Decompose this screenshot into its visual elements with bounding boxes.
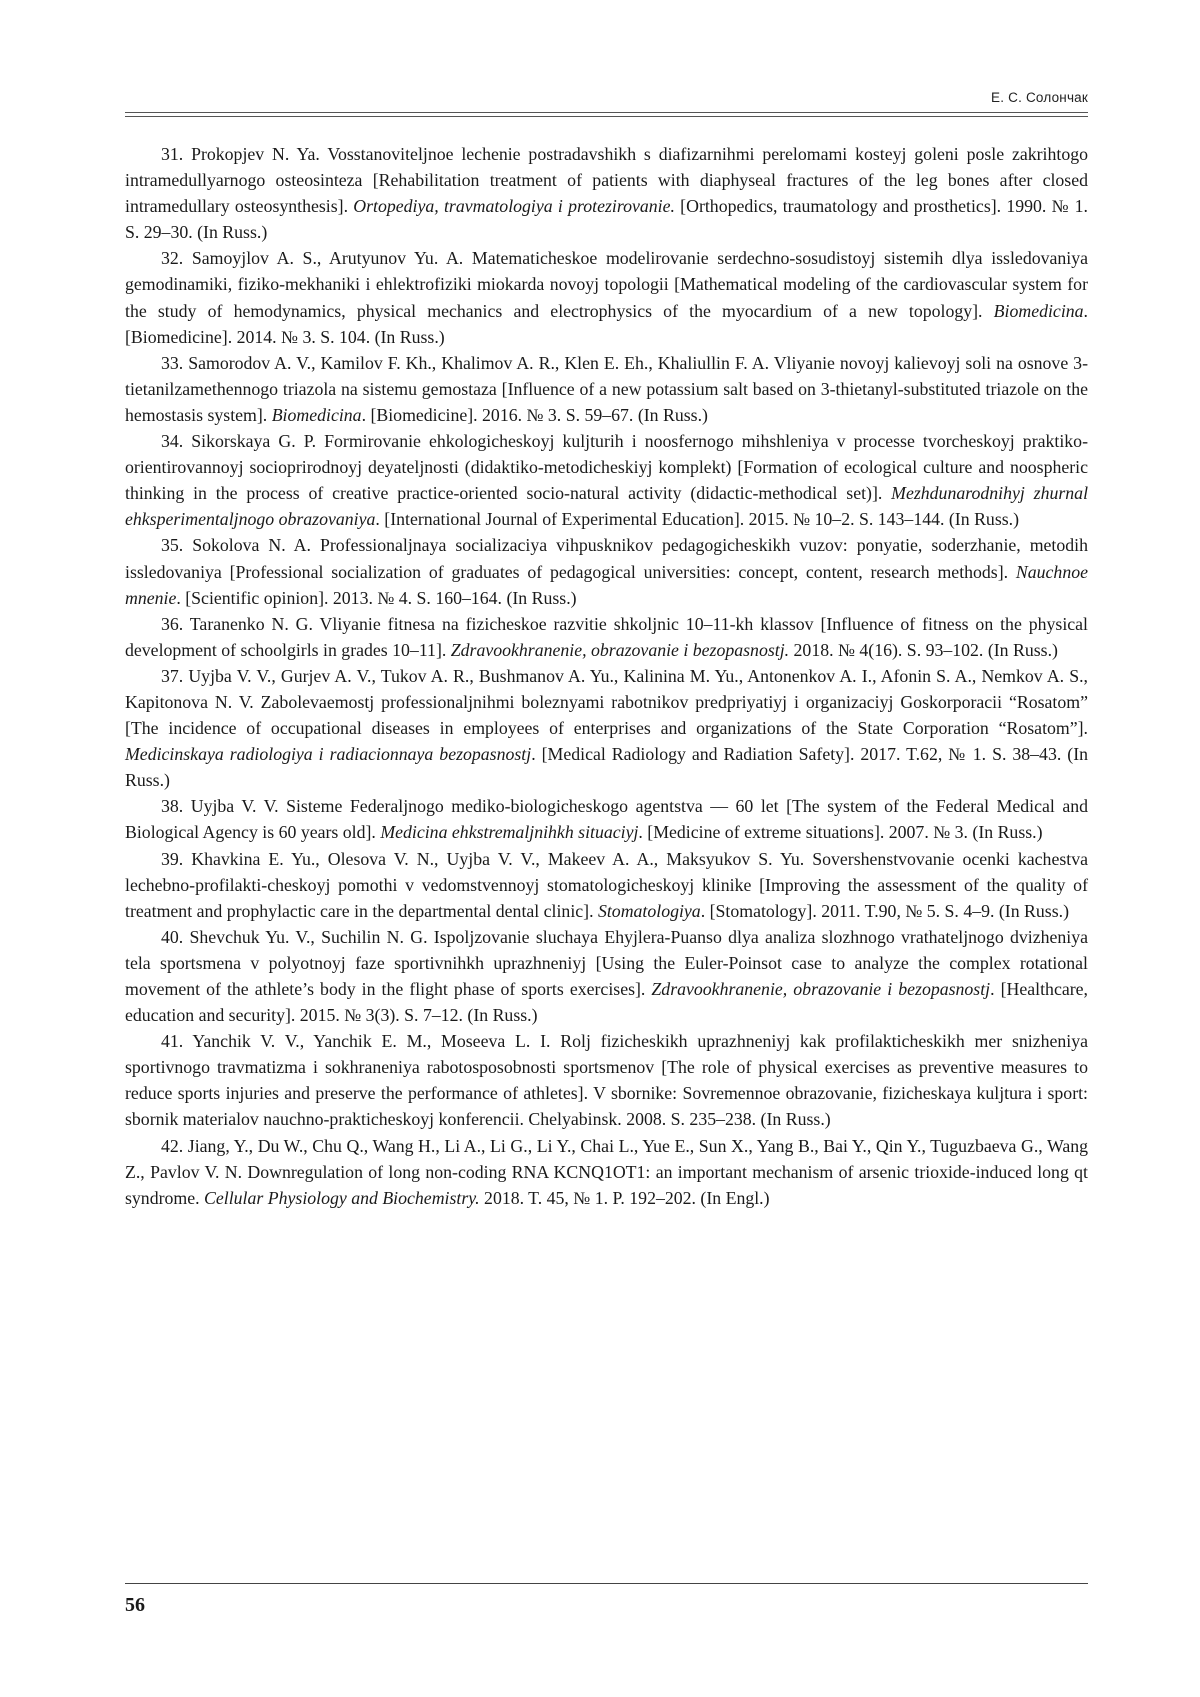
reference-37: [125, 663, 1088, 793]
reference-text: 42. Jiang, Y., Du W., Chu Q., Wang H., Li A., Li G., Li Y., Chai L., Yue E., Sun X., Yang B., Bai Y., Qin Y., Tuguzbaeva G., Wang Z., Pavlov V. N. Downregulation of long non-coding RNA KCNQ1OT1: an important mechanism of arsenic trioxide-induced long qt syndrome.: [125, 1135, 1088, 1208]
reference-33: [125, 350, 1088, 428]
journal-title: Biomedicina: [993, 300, 1084, 321]
reference-41: [125, 1028, 1088, 1132]
journal-title: Cellular Physiology and Biochemistry.: [204, 1187, 480, 1208]
reference-text: 36. Taranenko N. G. Vliyanie fitnesa na fizicheskoe razvitie shkoljnic 10–11-kh klassov [Influence of fitness on the physical development of schoolgirls in grades 10–11].: [125, 613, 1088, 660]
reference-text: 33. Samorodov A. V., Kamilov F. Kh., Khalimov A. R., Klen E. Eh., Khaliullin F. A. Vliyanie novoyj kalievoyj soli na osnove 3-tietanilzamethennogo triazola na sistemu gemostaza [Influence of a new potassium salt based on 3-thietanyl-substituted triazole on the hemostasis system].: [125, 352, 1088, 425]
reference-text: 31. Prokopjev N. Ya. Vosstanoviteljnoe lechenie postradavshikh s diafizarnihmi perelomami kosteyj goleni posle zakrihtogo intramedullyarnogo osteosinteza [Rehabilitation treatment of patients with diaphyseal fractures of the leg bones after closed intramedullary osteosynthesis].: [125, 144, 1088, 217]
journal-title: Zdravookhranenie, obrazovanie i bezopasnostj: [651, 979, 991, 999]
reference-text: 38. Uyjba V. V. Sisteme Federaljnogo mediko-biologicheskogo agentstva — 60 let [The system of the Federal Medical and Biological Agency is 60 years old].: [125, 796, 1088, 843]
reference-42: [125, 1133, 1088, 1211]
reference-31: [125, 141, 1088, 245]
journal-title: Zdravookhranenie, obrazovanie i bezopasnostj.: [450, 639, 790, 660]
footer-rule: [125, 1583, 1088, 1584]
reference-text: 41. Yanchik V. V., Yanchik E. M., Moseeva L. I. Rolj fizicheskikh uprazhneniyj kak profilakticheskikh mer snizheniya sportivnogo travmatizma i sokhraneniya rabotosposobnosti sportsmenov [The role of physical exercises as preventive measures to reduce sports injuries and preserve the performance of athletes]. V sbornike: Sovremennoe obrazovanie, fizicheskaya kuljtura i sport: sbornik materialov nauchno-prakticheskoyj konferencii. Chelyabinsk. 2008. S. 235–238. (In Russ.): [125, 1031, 1088, 1130]
reference-34: [125, 428, 1088, 532]
reference-39: [125, 846, 1088, 924]
journal-title: Nauchnoe mnenie: [125, 561, 1088, 608]
journal-title: Medicinskaya radiologiya i radiacionnaya bezopasnostj: [125, 744, 532, 765]
reference-text: 37. Uyjba V. V., Gurjev A. V., Tukov A. R., Bushmanov A. Yu., Kalinina M. Yu., Antonenkov A. I., Afonin S. A., Nemkov A. S., Kapitonova N. V. Zabolevaemostj professionaljnihmi boleznyami rabotnikov predpriyatiyj i organizaciyj Goskorporacii “Rosatom” [The incidence of occupational diseases in employees of enterprises and organizations of the State Corporation “Rosatom”].: [125, 665, 1088, 739]
reference-35: [125, 532, 1088, 610]
reference-details: 2018. № 4(16). S. 93–102. (In Russ.): [789, 639, 1058, 660]
reference-40: [125, 924, 1088, 1028]
reference-text: 39. Khavkina E. Yu., Olesova V. N., Uyjba V. V., Makeev A. A., Maksyukov S. Yu. Sovershenstvovanie ocenki kachestva lechebno-profilakti-cheskoyj pomothi v vedomstvennoyj stomatologicheskoyj klinike [Improving the assessment of the quality of treatment and prophylactic care in the departmental dental clinic].: [125, 848, 1088, 921]
journal-title: Stomatologiya: [597, 900, 701, 921]
reference-36: [125, 611, 1088, 663]
journal-title: Medicina ehkstremaljnihkh situaciyj: [380, 822, 639, 843]
reference-text: 35. Sokolova N. A. Professionaljnaya socializaciya vihpusknikov pedagogicheskikh vuzov: ponyatie, soderzhanie, metodih issledovaniya [Professional socialization of graduates of pedagogical universities: concept, content, research methods].: [125, 535, 1088, 582]
reference-text: 32. Samoyjlov A. S., Arutyunov Yu. A. Matematicheskoe modelirovanie serdechno-sosudistoyj sistemih dlya issledovaniya gemodinamiki, fiziko-mekhaniki i ehlektrofiziki miokarda novoyj topologii [Mathematical modeling of the cardiovascular system for the study of hemodynamics, physical mechanics and electrophysics of the myocardium of a new topology].: [125, 248, 1088, 321]
reference-text: 34. Sikorskaya G. P. Formirovanie ehkologicheskoyj kuljturih i noosfernogo mihshleniya v processe tvorcheskoyj praktiko-orientirovannoyj socioprirodnoyj deyateljnosti (didaktiko-metodicheskiyj komplekt) [Formation of ecological culture and noospheric thinking in the process of creative practice-oriented socio-natural activity (didactic-methodical set)].: [125, 431, 1088, 504]
reference-details: . [Biomedicine]. 2016. № 3. S. 59–67. (In Russ.): [361, 404, 708, 425]
reference-details: . [Healthcare, education and security]. 2015. № 3(3). S. 7–12. (In Russ.): [125, 979, 1088, 1026]
reference-details: . [International Journal of Experimental Education]. 2015. № 10–2. S. 143–144. (In Russ.): [375, 509, 1020, 530]
journal-title: Ortopediya, travmatologiya i protezirovanie.: [353, 196, 675, 217]
reference-details: . [Scientific opinion]. 2013. № 4. S. 160–164. (In Russ.): [176, 587, 577, 608]
journal-title: Biomedicina: [271, 404, 362, 425]
reference-details: . [Stomatology]. 2011. T.90, № 5. S. 4–9. (In Russ.): [700, 900, 1070, 921]
reference-details: . [Biomedicine]. 2014. № 3. S. 104. (In Russ.): [125, 300, 1088, 347]
reference-text: 40. Shevchuk Yu. V., Suchilin N. G. Ispoljzovanie sluchaya Ehyjlera-Puanso dlya analiza slozhnogo vrathateljnogo dvizheniya tela sportsmena v polyotnoyj faze sportivnihkh uprazhneniyj [Using the Euler-Poinsot case to analyze the complex rotational movement of the athlete’s body in the flight phase of sports exercises].: [125, 926, 1088, 999]
journal-title: Mezhdunarodnihyj zhurnal ehksperimentaljnogo obrazovaniya: [125, 483, 1089, 530]
header-double-rule: [125, 112, 1088, 117]
reference-32: [125, 245, 1088, 349]
page-number: 56: [125, 1594, 145, 1616]
reference-38: [125, 793, 1088, 845]
reference-details: 2018. T. 45, № 1. P. 192–202. (In Engl.): [479, 1187, 770, 1208]
reference-list: [125, 141, 1088, 1211]
reference-details: [Orthopedics, traumatology and prosthetics]. 1990. № 1. S. 29–30. (In Russ.): [125, 196, 1088, 243]
reference-details: . [Medical Radiology and Radiation Safety]. 2017. T.62, № 1. S. 38–43. (In Russ.): [125, 744, 1089, 791]
running-head: Е. С. Солончак: [991, 90, 1088, 105]
reference-details: . [Medicine of extreme situations]. 2007. № 3. (In Russ.): [638, 822, 1043, 843]
